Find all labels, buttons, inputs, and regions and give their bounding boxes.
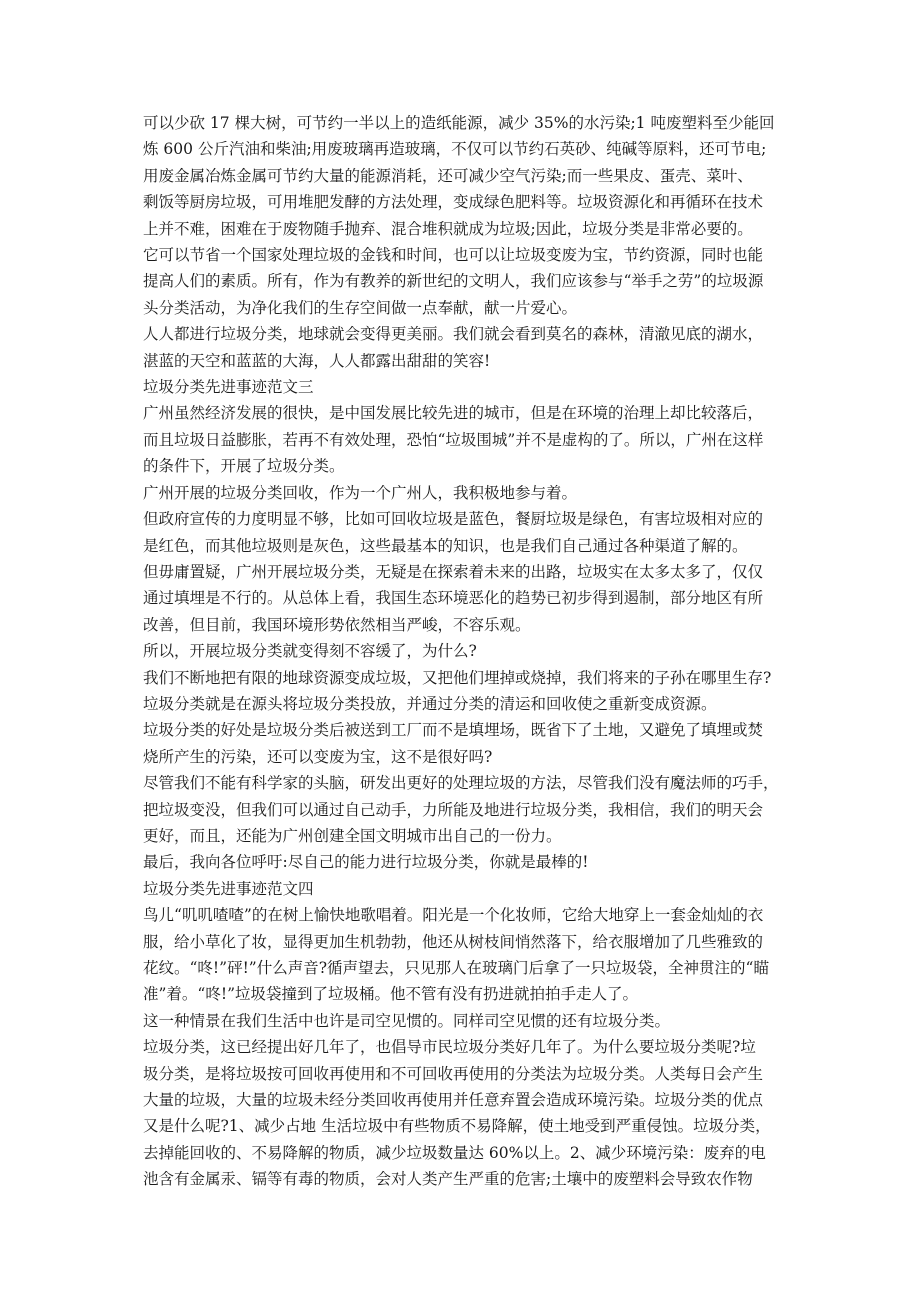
paragraph: 垃圾分类就是在源头将垃圾分类投放，并通过分类的清运和回收使之重新变成资源。	[143, 694, 717, 713]
paragraph: 我们不断地把有限的地球资源变成垃圾，又把他们埋掉或烧掉，我们将来的子孙在哪里生存?	[143, 668, 772, 687]
paragraph: 广州虽然经济发展的很快，是中国发展比较先进的城市，但是在环境的治理上却比较落后， 而且垃圾日益膨胀，若再不有效处理，恐怕“垃圾围城”并不是虚构的了。所以，广州在这样 的条件下，开展了垃圾分类。	[143, 404, 764, 476]
paragraph: 尽管我们不能有科学家的头脑，研发出更好的处理垃圾的方法，尽管我们没有魔法师的巧手， 把垃圾变没，但我们可以通过自己动手，力所能及地进行垃圾分类，我相信，我们的明天会 更好，而且，还能为广州创建全国文明城市出自己的一份力。	[143, 774, 779, 845]
document-body	[143, 110, 783, 1193]
paragraph: 所以，开展垃圾分类就变得刻不容缓了，为什么?	[143, 642, 477, 661]
section-heading: 垃圾分类先进事迹范文三	[143, 378, 314, 397]
paragraph: 可以少砍 17 棵大树，可节约一半以上的造纸能源，减少 35%的水污染;1 吨废塑料至少能回 炼 600 公斤汽油和柴油;用废玻璃再造玻璃，不仅可以节约石英砂、纯碱等原料，还可节电; 用废金属冶炼金属可节约大量的能源消耗，还可减少空气污染;而一些果皮、蛋壳、菜叶、 剩饭等厨房垃圾，可用堆肥发酵的方法处理，变成绿色肥料等。垃圾资源化和再循环在技术 上并不难，困难在于废物随手抛弃、混合堆积就成为垃圾;因此，垃圾分类是非常必要的。	[143, 114, 775, 238]
paragraph: 但毋庸置疑，广州开展垃圾分类，无疑是在探索着未来的出路，垃圾实在太多太多了，仅仅 通过填埋是不行的。从总体上看，我国生态环境恶化的趋势已初步得到遏制，部分地区有所 改善，但目前，我国环境形势依然相当严峻，不容乐观。	[143, 562, 764, 634]
paragraph: 最后，我向各位呼吁:尽自己的能力进行垃圾分类，你就是最棒的!	[143, 853, 589, 872]
paragraph: 垃圾分类的好处是垃圾分类后被送到工厂而不是填埋场，既省下了土地，又避免了填埋或焚 烧所产生的污染，还可以变废为宝，这不是很好吗?	[143, 721, 764, 766]
section-heading: 垃圾分类先进事迹范文四	[143, 879, 314, 898]
paragraph: 但政府宣传的力度明显不够，比如可回收垃圾是蓝色，餐厨垃圾是绿色，有害垃圾相对应的 是红色，而其他垃圾则是灰色，这些最基本的知识，也是我们自己通过各种渠道了解的。	[143, 510, 764, 555]
paragraph: 垃圾分类，这已经提出好几年了，也倡导市民垃圾分类好几年了。为什么要垃圾分类呢?垃 圾分类，是将垃圾按可回收再使用和不可回收再使用的分类法为垃圾分类。人类每日会产生 大量的垃圾，大量的垃圾未经分类回收再使用并任意弃置会造成环境污染。垃圾分类的优点 又是什么呢?1、减少占地 生活垃圾中有些物质不易降解，使土地受到严重侵蚀。垃圾分类， 去掉能回收的、不易降解的物质，减少垃圾数量达 60%以上。2、减少环境污染：废弃的电 池含有金属汞、镉等有毒的物质，会对人类产生严重的危害;土壤中的废塑料会导致农作物	[143, 1038, 771, 1189]
paragraph: 鸟儿“叽叽喳喳”的在树上愉快地歌唱着。阳光是一个化妆师，它给大地穿上一套金灿灿的衣 服，给小草化了妆，显得更加生机勃勃，他还从树枝间悄然落下，给衣服增加了几些雅致的 花纹。“咚!”砰!”什么声音?循声望去，只见那人在玻璃门后拿了一只垃圾袋，全神贯注的“瞄 准”着。“咚!”垃圾袋撞到了垃圾桶。他不管有没有扔进就拍拍手走人了。	[143, 906, 769, 1004]
paragraph: 广州开展的垃圾分类回收，作为一个广州人，我积极地参与着。	[143, 483, 578, 502]
paragraph: 这一种情景在我们生活中也许是司空见惯的。同样司空见惯的还有垃圾分类。	[143, 1011, 671, 1030]
paragraph: 它可以节省一个国家处理垃圾的金钱和时间，也可以让垃圾变废为宝，节约资源，同时也能 提高人们的素质。所有，作为有教养的新世纪的文明人，我们应该参与“举手之劳”的垃圾源 头分类活动，为净化我们的生存空间做一点奉献，献一片爱心。	[143, 246, 764, 317]
paragraph: 人人都进行垃圾分类，地球就会变得更美丽。我们就会看到莫名的森林，清澈见底的湖水， 湛蓝的天空和蓝蓝的大海，人人都露出甜甜的笑容!	[143, 325, 764, 370]
